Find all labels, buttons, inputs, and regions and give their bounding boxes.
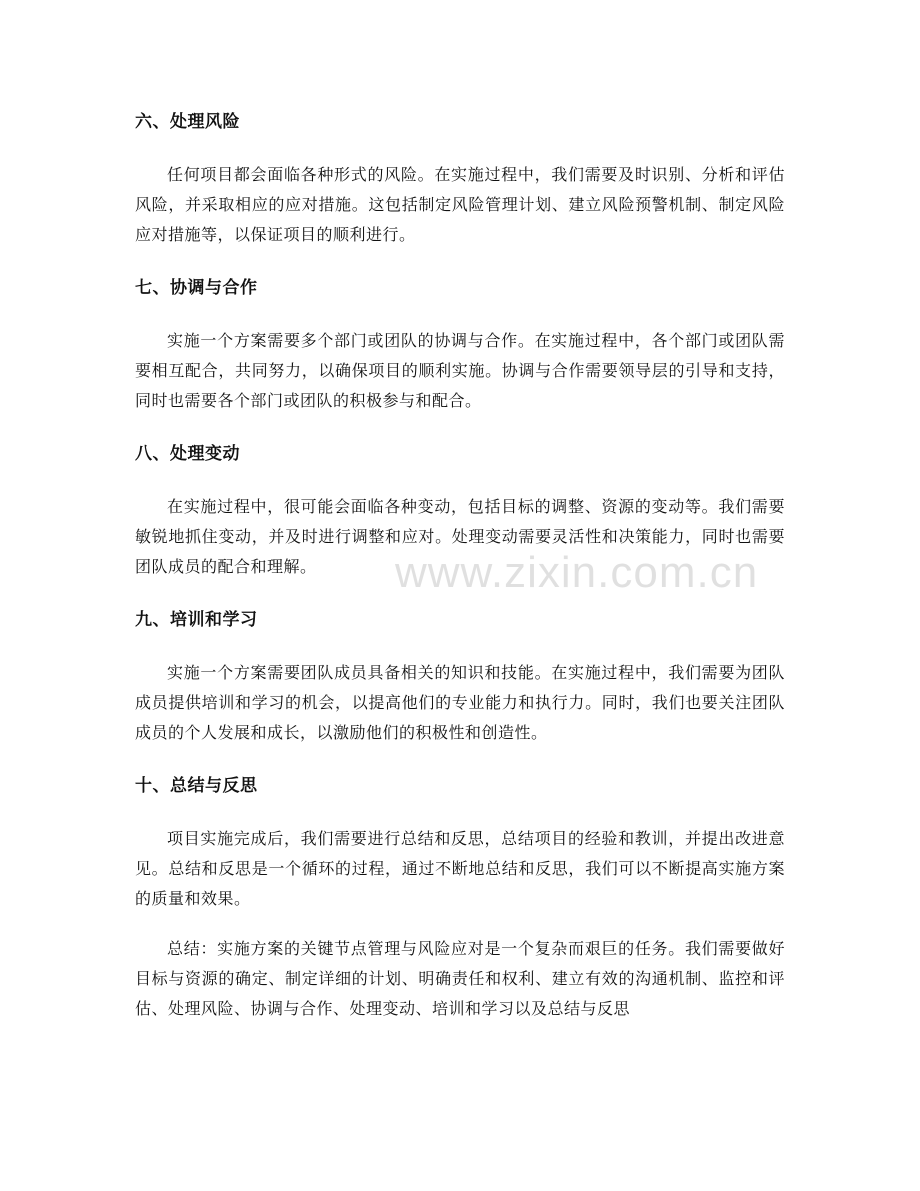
section-body-8: 在实施过程中，很可能会面临各种变动，包括目标的调整、资源的变动等。我们需要敏锐地抓住变动，并及时进行调整和应对。处理变动需要灵活性和决策能力，同时也需要团队成员的配合和理解。	[135, 497, 785, 576]
summary-paragraph: 总结：实施方案的关键节点管理与风险应对是一个复杂而艰巨的任务。我们需要做好目标与资源的确定、制定详细的计划、明确责任和权利、建立有效的沟通机制、监控和评估、处理风险、协调与合作、处理变动、培训和学习以及总结与反思	[135, 939, 785, 1018]
watermark-text: www.zixin.com.cn	[395, 548, 759, 597]
section-heading-7: 七、协调与合作	[135, 278, 258, 298]
section-heading-10: 十、总结与反思	[135, 776, 258, 796]
section-body-7: 实施一个方案需要多个部门或团队的协调与合作。在实施过程中，各个部门或团队需要相互配合，共同努力，以确保项目的顺利实施。协调与合作需要领导层的引导和支持，同时也需要各个部门或团队的积极参与和配合。	[135, 331, 785, 410]
section-body-9: 实施一个方案需要团队成员具备相关的知识和技能。在实施过程中，我们需要为团队成员提供培训和学习的机会，以提高他们的专业能力和执行力。同时，我们也要关注团队成员的个人发展和成长，以激励他们的积极性和创造性。	[135, 663, 785, 742]
section-heading-8: 八、处理变动	[135, 444, 240, 464]
section-heading-9: 九、培训和学习	[135, 610, 258, 630]
section-heading-6: 六、处理风险	[135, 112, 240, 132]
section-body-10: 项目实施完成后，我们需要进行总结和反思，总结项目的经验和教训，并提出改进意见。总结和反思是一个循环的过程，通过不断地总结和反思，我们可以不断提高实施方案的质量和效果。	[135, 829, 785, 908]
section-body-6: 任何项目都会面临各种形式的风险。在实施过程中，我们需要及时识别、分析和评估风险，并采取相应的应对措施。这包括制定风险管理计划、建立风险预警机制、制定风险应对措施等，以保证项目的顺利进行。	[135, 165, 785, 244]
